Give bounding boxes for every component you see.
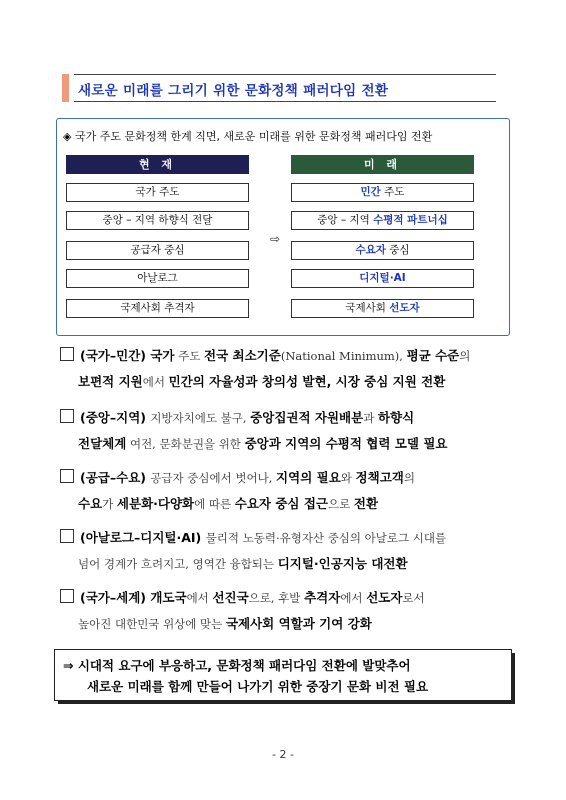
future-text: 중앙 – 지역 [317, 214, 374, 226]
bullet-1-line-1 [60, 346, 470, 364]
text-run: 으로, 후발 [248, 591, 305, 605]
text-run: 으로 [328, 497, 354, 511]
future-cell-4 [291, 269, 474, 288]
title-accent-bar [62, 74, 69, 102]
text-run: 과 [363, 411, 378, 425]
bullet-4-line-1 [60, 528, 446, 546]
section-title-block [62, 74, 496, 102]
future-highlight: 디지털·AI [359, 272, 406, 284]
bold-text-run: 중앙집권적 자원배분 [250, 410, 364, 425]
bold-text-run: 수요자 중심 접근 [234, 496, 328, 511]
future-cell-5 [291, 299, 474, 318]
bold-text-run: 국가 [150, 348, 175, 363]
page-number: - 2 - [272, 748, 294, 761]
bullet-4-line-2 [78, 554, 408, 572]
future-highlight: 수요자 [355, 244, 386, 256]
title-divider-bottom [74, 101, 496, 102]
bold-text-run: (아날로그–디지털·AI) [80, 530, 206, 545]
bold-text-run: 보편적 지원 [78, 374, 143, 389]
bold-text-run: 디지털·인공지능 대전환 [277, 556, 408, 571]
future-text: 중심 [385, 244, 410, 256]
bullet-5-line-2 [78, 614, 372, 632]
now-cell-5: 국제사회 추격자 [66, 299, 249, 318]
title-divider-top [74, 74, 496, 75]
text-run: 여전, 문화분권을 위한 [126, 437, 245, 451]
now-cell-2: 중앙 – 지역 하향식 전달 [66, 211, 249, 230]
summary-box [54, 649, 512, 701]
text-run: 에 따른 [194, 497, 235, 511]
column-header-future: 미 래 [291, 155, 474, 174]
column-header-now: 현 재 [66, 155, 249, 174]
bullet-1-line-2 [78, 372, 445, 390]
panel-heading: ◈ 국가 주도 문화정책 한계 직면, 새로운 미래를 위한 문화정책 패러다임 전환 [63, 130, 433, 143]
checkbox-square-icon [60, 589, 74, 603]
bold-text-run: 추격자 [304, 590, 341, 605]
bold-text-run: (국가–세계) [80, 590, 151, 605]
checkbox-square-icon [60, 409, 74, 423]
text-run: 와 [340, 471, 356, 485]
bold-text-run: 개도국 [150, 590, 187, 605]
right-arrow-icon: ⇨ [270, 232, 281, 246]
checkbox-square-icon [60, 347, 74, 361]
bold-text-run: (중앙–지역) [80, 410, 151, 425]
bullet-3-line-1 [60, 468, 415, 486]
text-run: 높아진 대한민국 위상에 맞는 [78, 617, 226, 631]
bold-text-run: 수요 [78, 496, 103, 511]
bold-text-run: 정책고객 [355, 470, 404, 485]
summary-line-2: 새로운 미래를 함께 만들어 나가기 위한 중장기 문화 비전 필요 [87, 679, 429, 694]
section-title: 새로운 미래를 그리기 위한 문화정책 패러다임 전환 [78, 83, 389, 99]
future-cell-1 [291, 183, 474, 202]
text-run: 로서 [402, 591, 425, 605]
checkbox-square-icon [60, 469, 74, 483]
bold-text-run: 선도자 [366, 590, 403, 605]
bullet-2-line-1 [60, 408, 414, 426]
bold-text-run: 전국 최소기준 [204, 348, 281, 363]
future-highlight: 선도자 [389, 302, 420, 314]
text-run: (National Minimum), [280, 349, 407, 363]
checkbox-square-icon [60, 529, 74, 543]
text-run: 지방자치에도 불구, [150, 411, 251, 425]
future-text: 국제사회 [345, 302, 390, 314]
text-run: 넘어 경계가 흐려지고, 영역간 융합되는 [78, 557, 278, 571]
bold-text-run: 선진국 [212, 590, 249, 605]
text-run: 에서 [340, 591, 367, 605]
text-run: 가 [102, 497, 117, 511]
future-cell-2 [291, 211, 474, 230]
bold-text-run: 전달체계 [78, 436, 127, 451]
text-run: 공급자 중심에서 벗어나, [150, 471, 277, 485]
text-run: 의 [459, 349, 471, 363]
text-run: 주도 [174, 349, 205, 363]
future-text: 주도 [380, 186, 405, 198]
bold-text-run: 국제사회 역할과 기여 강화 [225, 616, 372, 631]
bullet-2-line-2 [78, 434, 447, 452]
text-run: 물리적 노동력·유형자산 중심의 아날로그 시대를 [205, 531, 447, 545]
bullet-5-line-1 [60, 588, 425, 606]
bold-text-run: 전환 [353, 496, 379, 511]
bold-text-run: 세분화·다양화 [116, 496, 195, 511]
future-highlight: 수평적 파트너십 [373, 214, 448, 226]
text-run: 의 [403, 471, 415, 485]
bold-text-run: (공급–수요) [80, 470, 151, 485]
text-run: 에서 [186, 591, 213, 605]
bold-text-run: 중앙과 지역의 수평적 협력 모델 필요 [244, 436, 448, 451]
bold-text-run: 민간의 자율성과 창의성 발현, 시장 중심 지원 전환 [168, 374, 446, 389]
now-cell-3: 공급자 중심 [66, 241, 249, 260]
future-highlight: 민간 [360, 186, 381, 198]
comparison-panel [56, 118, 510, 336]
bullet-3-line-2 [78, 494, 378, 512]
now-cell-1: 국가 주도 [66, 183, 249, 202]
bold-text-run: 하향식 [377, 410, 415, 425]
future-cell-3 [291, 241, 474, 260]
now-cell-4: 아날로그 [66, 269, 249, 288]
bold-text-run: (국가–민간) [80, 348, 151, 363]
bold-text-run: 평균 수준 [406, 348, 460, 363]
summary-line-1: ⇒ 시대적 요구에 부응하고, 문화정책 패러다임 전환에 발맞추어 [63, 658, 411, 673]
bold-text-run: 지역의 필요 [276, 470, 341, 485]
text-run: 에서 [142, 375, 169, 389]
